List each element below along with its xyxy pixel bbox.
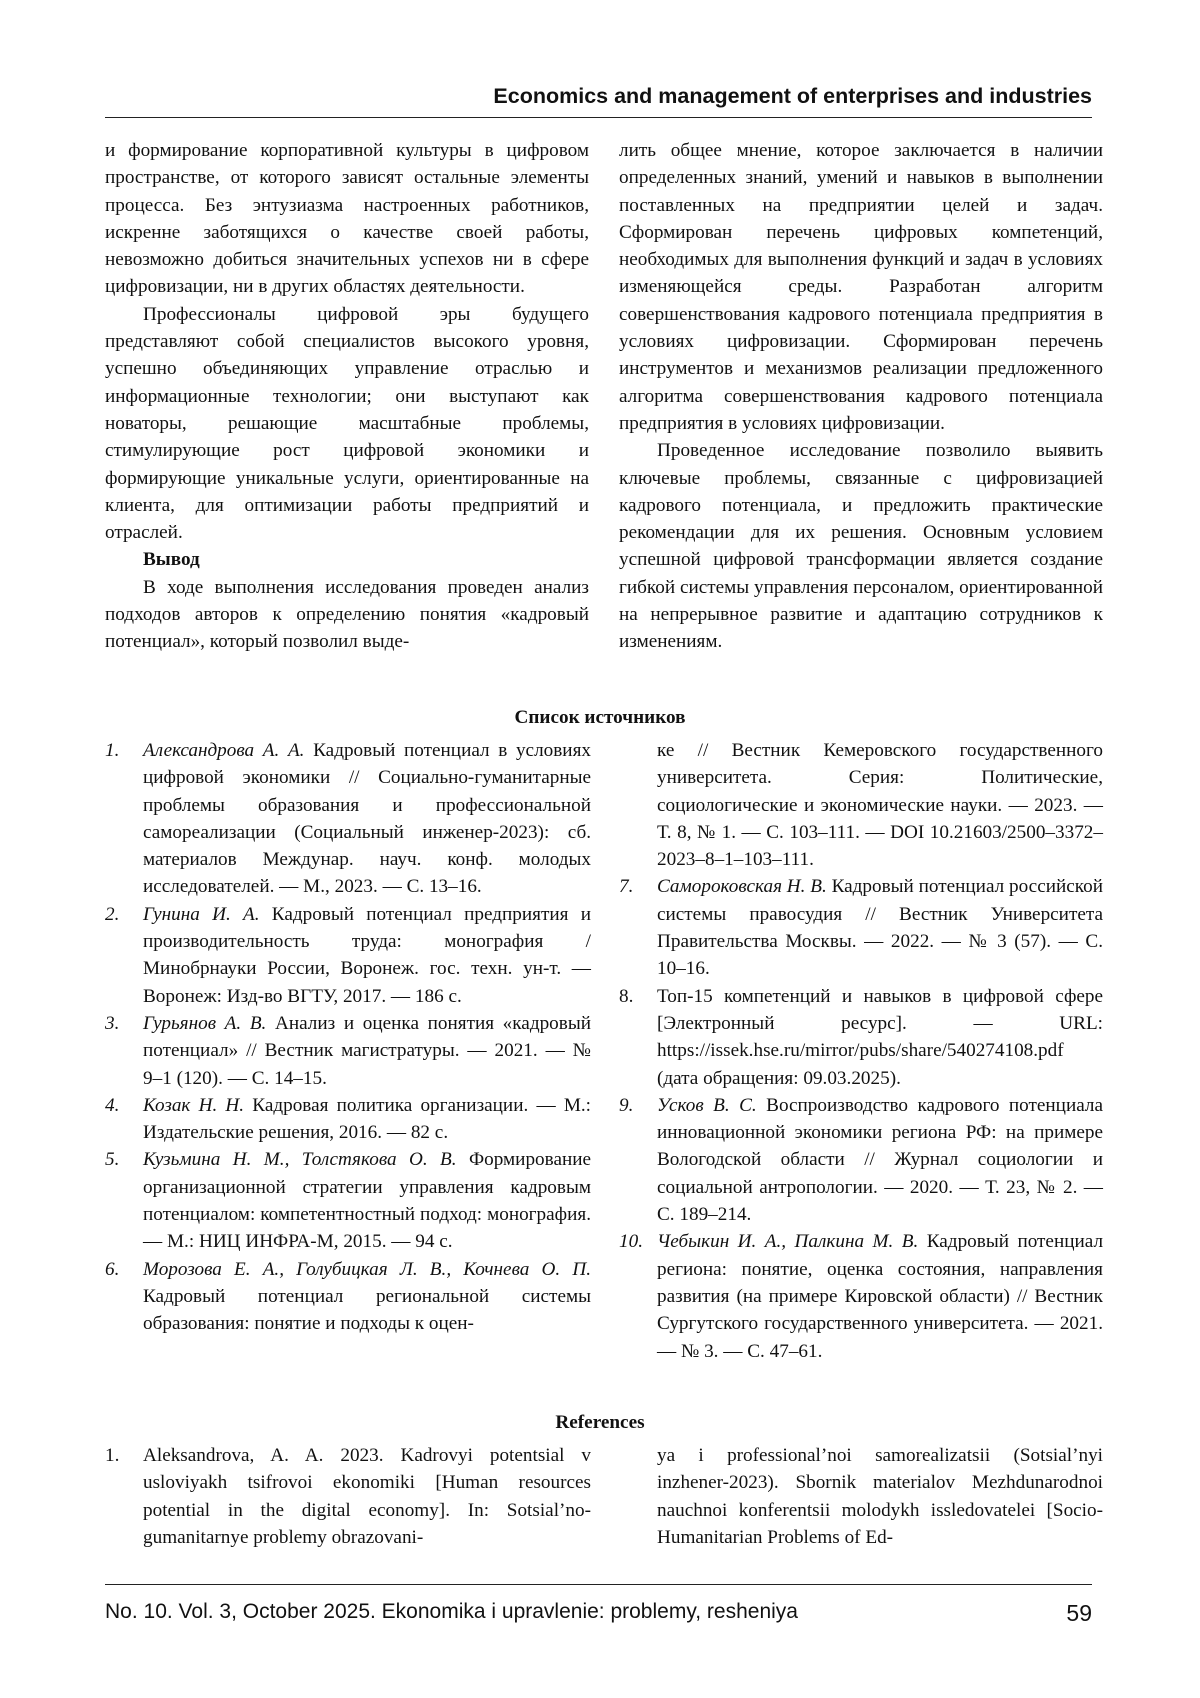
reference-text: Воспроизводство кадрового потенциала инновационной экономики региона РФ: на примере Вологодской области // Журнал социологии и социальной антропологии. — 2020. — Т. 23, № 2. — С. 189–214.	[657, 1094, 1103, 1226]
reference-authors: Чебыкин И. А., Палкина М. В.	[657, 1231, 919, 1253]
reference-text: Кадровый потенциал региона: понятие, оценка состояния, направления развития (на примере Кировской области) // Вестник Сургутского государственного университета. — 2021. — № 3. — С. 47–61.	[657, 1231, 1104, 1362]
reference-item	[619, 1092, 1103, 1228]
reference-text: ке // Вестник Кемеровского государственного университета. Серия: Политические, социологические и экономические науки. — 2023. — Т. 8, № 1. — С. 103–111. — DOI 10.21603/2500–3372–2023–8–1–103–111.	[657, 740, 1103, 871]
footer-divider	[105, 1584, 1092, 1585]
reference-item	[105, 737, 591, 901]
reference-number: 1.	[105, 740, 120, 761]
reference-number: 5.	[105, 1149, 120, 1171]
reference-number: 9.	[619, 1094, 634, 1116]
sources-heading: Список источников	[514, 707, 686, 728]
reference-authors: Усков В. С.	[657, 1094, 757, 1116]
reference-item	[105, 1010, 591, 1092]
sources-list-left	[105, 737, 591, 1338]
sources-list-right	[619, 737, 1103, 1365]
reference-text: Кадровый потенциал предприятия и производительность труда: монография / Минобрнауки России, Воронеж. гос. техн. ун-т. — Воронеж: Изд-во ВГТУ, 2017. — 186 с.	[143, 903, 591, 1007]
reference-continuation	[619, 737, 1103, 873]
body-column-right	[619, 137, 1103, 656]
reference-number: 10.	[619, 1231, 643, 1253]
reference-number: 4.	[105, 1094, 120, 1116]
references-heading: References	[555, 1412, 645, 1433]
paragraph: лить общее мнение, которое заключается в наличии определенных знаний, умений и навыков в выполнении поставленных на предприятии целей и задач. Сформирован перечень цифровых компетенций, необходимых для выполнения функций и задач в условиях изменяющейся среды. Разработан алгоритм совершенствования кадрового потенциала предприятия в условиях цифровизации. Сформирован перечень инструментов и механизмов реализации предложенного алгоритма совершенствования кадрового потенциала предприятия в условиях цифровизации.	[619, 140, 1103, 434]
paragraph: Проведенное исследование позволило выявить ключевые проблемы, связанные с цифровизацией кадрового потенциала, и предложить практические рекомендации для их решения. Основным условием успешной цифровой трансформации является создание гибкой системы управления персоналом, ориентированной на непрерывное развитие и адаптацию сотрудников к изменениям.	[619, 440, 1103, 653]
reference-authors: Гурьянов А. В.	[143, 1012, 267, 1034]
reference-item	[105, 1256, 591, 1338]
paragraph: В ходе выполнения исследования проведен анализ подходов авторов к определению понятия «кадровый потенциал», который позволил выде-	[105, 576, 589, 653]
reference-text: Кадровая политика организации. — М.: Издательские решения, 2016. — 82 с.	[143, 1094, 592, 1144]
reference-authors: Кузьмина Н. М., Толстякова О. В.	[143, 1149, 457, 1171]
reference-continuation	[619, 1442, 1103, 1551]
reference-text: Кадровый потенциал российской системы правосудия // Вестник Университета Правительства Москвы. — 2022. — № 3 (57). — С. 10–16.	[657, 876, 1103, 980]
reference-number: 3.	[105, 1012, 120, 1034]
reference-text: Кадровый потенциал в условиях цифровой экономики // Социально-гуманитарные проблемы образования и профессиональной самореализации (Социальный инженер-2023): сб. материалов Междунар. науч. конф. молодых исследователей. — М., 2023. — С. 13–16.	[143, 740, 591, 898]
references-list-right	[619, 1442, 1103, 1551]
reference-text: Формирование организационной стратегии управления кадровым потенциалом: компетентностный подход: монография. — М.: НИЦ ИНФРА-М, 2015. — 94 с.	[143, 1149, 592, 1253]
reference-item	[105, 1442, 591, 1551]
reference-number: 7.	[619, 876, 634, 898]
reference-text: Aleksandrova, A. A. 2023. Kadrovyi potentsial v usloviyakh tsifrovoi ekonomiki [Human resources potential in the digital economy]. In: Sotsial’no-gumanitarnye problemy obrazovani-	[143, 1445, 591, 1548]
reference-authors: Александрова А. А.	[143, 740, 305, 761]
reference-authors: Самороковская Н. В.	[657, 876, 827, 898]
reference-authors: Козак Н. Н.	[143, 1094, 245, 1116]
reference-number: 6.	[105, 1258, 120, 1280]
section-heading-conclusion: Вывод	[143, 549, 200, 571]
reference-text: Топ-15 компетенций и навыков в цифровой сфере [Электронный ресурс]. — URL: https://issek.hse.ru/mirror/pubs/share/540274108.pdf (дата обращения: 09.03.2025).	[657, 985, 1103, 1089]
page-number: 59	[1066, 1600, 1092, 1626]
reference-number: 8.	[619, 985, 634, 1007]
reference-number: 1.	[105, 1445, 120, 1466]
paragraph: Профессионалы цифровой эры будущего представляют собой специалистов высокого уровня, успешно объединяющих управление отраслью и информационные технологии; они выступают как новаторы, решающие масштабные проблемы, стимулирующие рост цифровой экономики и формирующие уникальные услуги, ориентированные на клиента, для оптимизации работы предприятий и отраслей.	[105, 303, 589, 544]
running-header: Economics and management of enterprises and industries	[105, 84, 1092, 118]
reference-item	[619, 873, 1103, 982]
reference-text: ya i professional’noi samorealizatsii (Sotsial’nyi inzhener-2023). Sbornik materialov Mezhdunarodnoi nauchnoi konferentsii molodykh issledovatelei [Socio-Humanitarian Problems of Ed-	[657, 1445, 1103, 1548]
reference-item	[619, 983, 1103, 1092]
reference-authors: Гунина И. А.	[143, 903, 260, 925]
paragraph: и формирование корпоративной культуры в цифровом пространстве, от которого зависят остальные элементы процесса. Без энтузиазма настроенных работников, искренне заботящихся о качестве своей работы, невозможно добиться значительных успехов ни в сфере цифровизации, ни в других областях деятельности.	[105, 140, 589, 298]
references-list-left	[105, 1442, 591, 1551]
body-column-left	[105, 137, 589, 656]
reference-text: Кадровый потенциал региональной системы образования: понятие и подходы к оцен-	[143, 1285, 591, 1335]
reference-item	[105, 1146, 591, 1255]
reference-authors: Морозова Е. А., Голубицкая Л. В., Кочнева О. П.	[143, 1258, 591, 1280]
reference-item	[105, 1092, 591, 1147]
reference-number: 2.	[105, 903, 120, 925]
reference-text: Анализ и оценка понятия «кадровый потенциал» // Вестник магистратуры. — 2021. — № 9–1 (120). — С. 14–15.	[143, 1012, 591, 1089]
reference-item	[619, 1228, 1103, 1364]
footer-journal-info: No. 10. Vol. 3, October 2025. Ekonomika i upravlenie: problemy, resheniya	[105, 1600, 798, 1623]
reference-item	[105, 901, 591, 1010]
